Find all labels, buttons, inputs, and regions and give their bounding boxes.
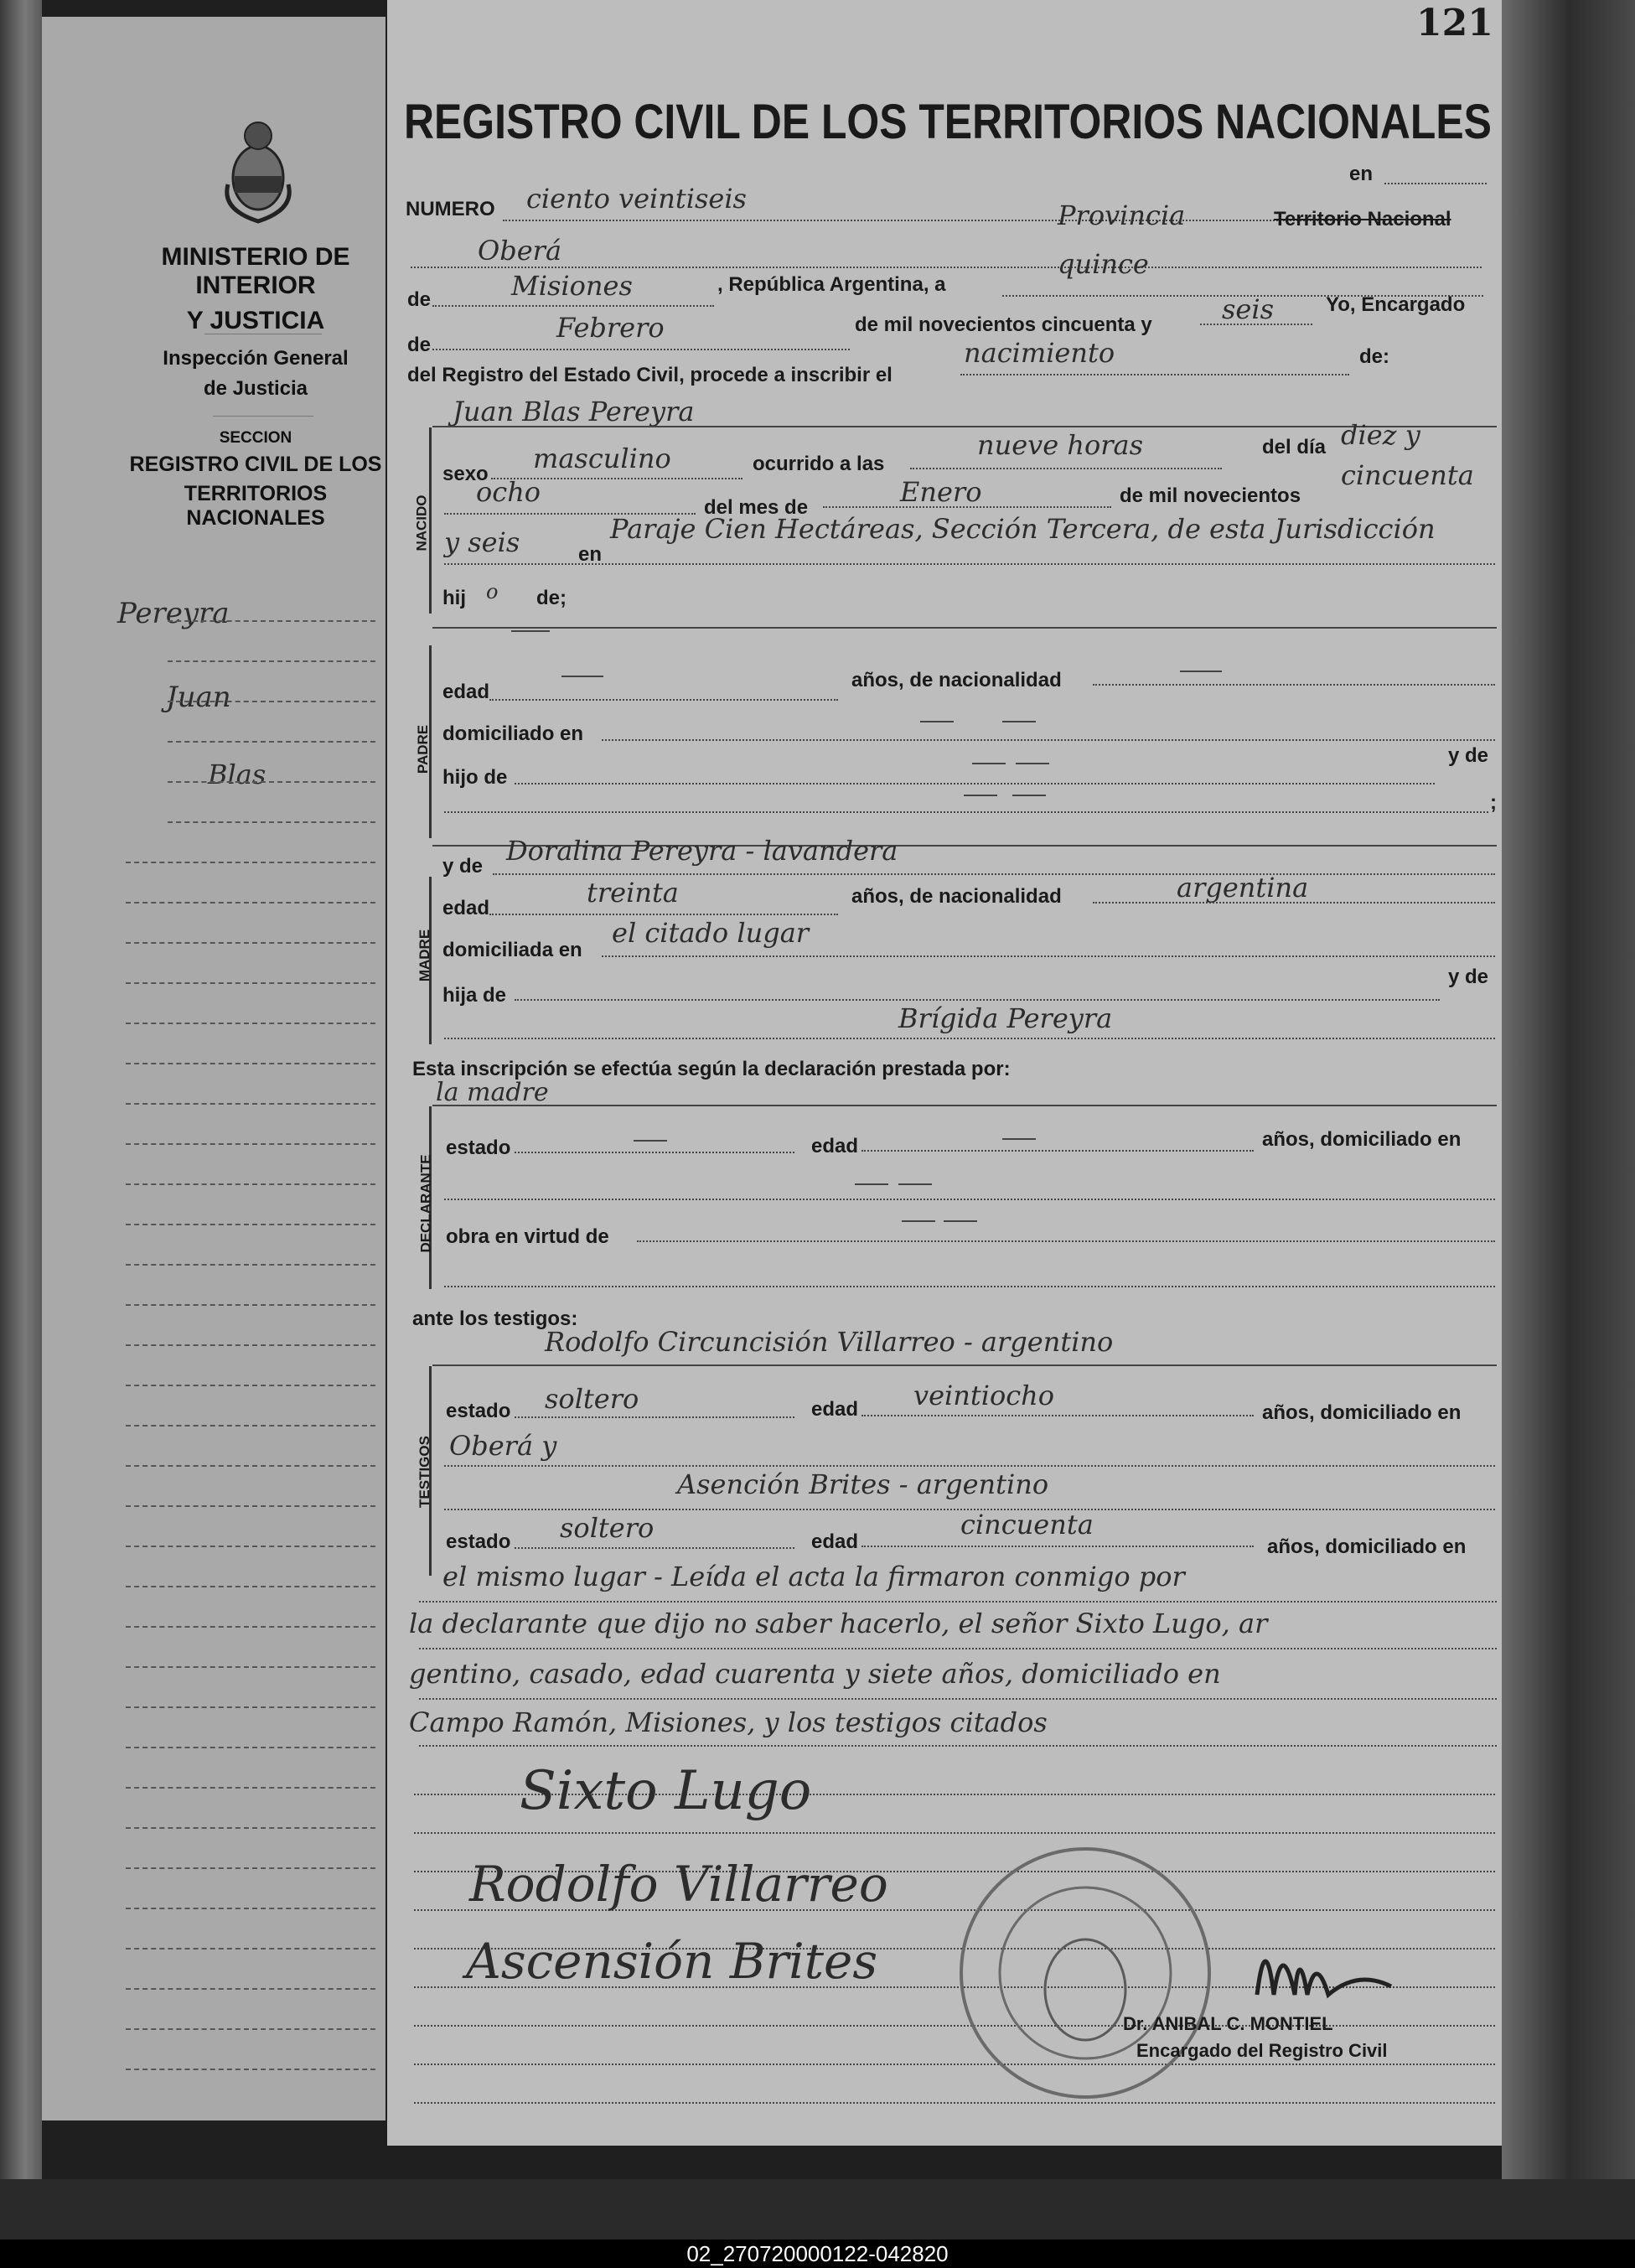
left-page-rule (126, 1344, 375, 1346)
sexo-label: sexo (442, 463, 489, 485)
divider (213, 416, 313, 417)
padre-abuela-line (444, 811, 1488, 813)
hij-value: o (486, 580, 499, 603)
mes-value: Febrero (556, 312, 665, 344)
index-second-name: Blas (208, 759, 266, 790)
dia-value: quince (1058, 248, 1149, 280)
madre-hija-label: hija de (442, 984, 507, 1007)
declarante-edad-line (861, 1150, 1254, 1152)
t1-estado-value: soltero (545, 1383, 639, 1415)
section-line-1: SECCION (219, 429, 292, 447)
declarante-anios-label: años, domiciliado en (1262, 1128, 1462, 1151)
t1-edad-value: veintiocho (913, 1380, 1055, 1411)
right-page-edge (1502, 0, 1635, 2179)
de-colon-label: de: (1359, 345, 1389, 368)
final-rule-2 (419, 1648, 1497, 1649)
anio-value: seis (1222, 293, 1275, 325)
declarante-edad-label: edad (811, 1135, 859, 1157)
provincia-line (432, 305, 714, 307)
left-page-rule (126, 982, 375, 984)
t1-estado-line (515, 1416, 794, 1418)
signature-rodolfo-villarreo: Rodolfo Villarreo (469, 1856, 888, 1913)
left-page-rule (126, 1304, 375, 1306)
t1-edad-label: edad (811, 1398, 859, 1421)
left-page-rule (126, 942, 375, 944)
obra-label: obra en virtud de (446, 1225, 609, 1248)
semicolon: ; (1490, 791, 1497, 814)
left-page-rule (126, 1787, 375, 1789)
de-semicolon-label: de; (536, 587, 567, 609)
left-page-rule (126, 1264, 375, 1266)
left-page-rule (126, 862, 375, 863)
left-page-rule (126, 1706, 375, 1708)
numero-line (503, 220, 1345, 221)
testigo2-value: Asención Brites - argentino (677, 1468, 1049, 1500)
left-page-rule (168, 701, 375, 702)
image-caption: 02_270720000122-042820 (0, 2240, 1635, 2268)
ministry-line-2: Y JUSTICIA (186, 307, 325, 334)
nombre-value: Juan Blas Pereyra (453, 396, 695, 427)
dash (511, 630, 550, 632)
t1-dom-line (444, 1465, 1495, 1467)
t2-estado-line (515, 1547, 794, 1549)
index-first-name: Juan (166, 681, 231, 714)
left-page-rule (126, 1023, 375, 1024)
del-mes-label: del mes de (704, 496, 809, 519)
left-page-rule (168, 660, 375, 662)
left-page-rule (126, 1385, 375, 1386)
argentine-coat-of-arms-icon (216, 117, 300, 226)
madre-edad-line (489, 914, 838, 915)
index-surname: Pereyra (117, 597, 230, 630)
padre-y-de-label: y de (1448, 744, 1489, 767)
final-rule-1 (419, 1601, 1497, 1603)
dash (1180, 671, 1222, 672)
numero-label: NUMERO (406, 198, 495, 220)
mes-nac-value: Enero (900, 476, 982, 508)
left-page-rule (126, 1747, 375, 1748)
territorio-label: Territorio Nacional (1274, 208, 1451, 230)
de-label: de (407, 288, 432, 311)
final-line-2: la declarante que dijo no saber hacerlo, el señor Sixto Lugo, ar (409, 1608, 1268, 1639)
left-page-rule (168, 620, 375, 622)
madre-nac-value: argentina (1177, 872, 1309, 904)
dash (898, 1183, 932, 1185)
madre-edad-value: treinta (587, 877, 679, 909)
madre-anios-label: años, de nacionalidad (851, 885, 1062, 908)
left-page-rule (126, 2028, 375, 2030)
left-page-rule (126, 1183, 375, 1185)
madre-label: MADRE (417, 929, 433, 982)
left-page-rule (126, 1103, 375, 1105)
dash (972, 763, 1006, 764)
dash (964, 795, 997, 796)
t2-edad-line (861, 1546, 1254, 1547)
del-registro-label: del Registro del Estado Civil, procede a inscribir el (407, 364, 893, 386)
signature-ascension-brites: Ascensión Brites (466, 1933, 878, 1990)
madre-nombre-line (493, 873, 1495, 875)
left-page-rule (168, 741, 375, 743)
dash (902, 1220, 935, 1222)
dash (1002, 1138, 1036, 1140)
padre-edad-label: edad (442, 681, 490, 703)
t1-dom-value: Oberá y (449, 1430, 557, 1462)
left-page-rule (126, 1626, 375, 1628)
mes-line (432, 349, 850, 350)
section-line-3: TERRITORIOS NACIONALES (184, 482, 328, 530)
yo-label: Yo, Encargado (1326, 293, 1466, 316)
lugar-line (411, 267, 1482, 268)
en-line (1384, 183, 1487, 184)
hora-line (910, 468, 1222, 469)
t2-estado-label: estado (446, 1530, 511, 1553)
final-line-4: Campo Ramón, Misiones, y los testigos citados (409, 1706, 1048, 1738)
de-mil-nov-label: de mil novecientos (1120, 484, 1301, 507)
t2-anios-label: años, domiciliado en (1267, 1535, 1467, 1558)
left-page-rule (168, 821, 375, 823)
declarante-dom-line (444, 1199, 1495, 1200)
declarante-estado-label: estado (446, 1137, 511, 1159)
acto-line (960, 374, 1349, 375)
bottom-background (0, 2179, 1635, 2240)
official-title: Encargado del Registro Civil (1136, 2040, 1388, 2061)
madre-dom-label: domiciliada en (442, 939, 582, 961)
left-page-rule (126, 1063, 375, 1064)
provincia-nombre-value: Misiones (511, 270, 633, 302)
ocurrido-label: ocurrido a las (753, 453, 885, 475)
inspection-line-1: Inspección General (163, 347, 349, 370)
left-page-rule (126, 1465, 375, 1467)
t1-anios-label: años, domiciliado en (1262, 1401, 1462, 1424)
document-title: REGISTRO CIVIL DE LOS TERRITORIOS NACIONALES (404, 95, 1492, 149)
numero-value: ciento veintiseis (526, 183, 747, 215)
de-label-2: de (407, 334, 432, 356)
t1-edad-line (861, 1415, 1254, 1416)
t1-estado-label: estado (446, 1400, 511, 1422)
anio-line (1200, 324, 1312, 325)
ante-label: ante los testigos: (412, 1307, 578, 1330)
left-page-rule (126, 1666, 375, 1668)
dash (944, 1220, 977, 1222)
signature-sixto-lugo: Sixto Lugo (520, 1760, 812, 1822)
efectua-label: Esta inscripción se efectúa según la declaración prestada por: (412, 1058, 1011, 1080)
left-page-rule (126, 1867, 375, 1869)
left-page-rule (126, 1988, 375, 1990)
hora-value: nueve horas (977, 429, 1144, 461)
padre-hijo-line (515, 783, 1435, 784)
madre-y-de-label-2: y de (1448, 966, 1489, 988)
t2-edad-value: cincuenta (960, 1509, 1094, 1540)
obra-line-2 (444, 1286, 1495, 1287)
testigo1-value: Rodolfo Circuncisión Villarreo - argentino (545, 1326, 1114, 1358)
madre-nombre-value: Doralina Pereyra - lavandera (506, 835, 898, 867)
del-dia-label: del día (1262, 436, 1327, 458)
lugar-value: Oberá (478, 235, 562, 267)
sexo-value: masculino (533, 443, 671, 474)
left-page-rule (126, 902, 375, 904)
padre-edad-line (489, 699, 838, 701)
dash (855, 1183, 888, 1185)
left-page-rule (126, 1546, 375, 1547)
final-line-1: el mismo lugar - Leída el acta la firmaron conmigo por (442, 1561, 1185, 1592)
final-rule-3 (419, 1698, 1497, 1700)
section-line-2: REGISTRO CIVIL DE LOS (129, 453, 382, 476)
official-signature (1249, 1919, 1416, 2012)
t2-estado-value: soltero (560, 1512, 655, 1544)
hij-label: hij (442, 587, 466, 609)
anio-nac-value-1: cincuenta (1341, 459, 1474, 491)
final-rule-4 (419, 1745, 1497, 1747)
testigos-label: TESTIGOS (416, 1436, 432, 1508)
madre-y-de-label: y de (442, 855, 484, 878)
en-label-2: en (578, 543, 603, 566)
abuela-value: Brígida Pereyra (898, 1002, 1113, 1034)
de-mil-label: de mil novecientos cincuenta y (855, 313, 1152, 336)
abuela-line (444, 1038, 1495, 1039)
declarante-top-line (432, 1105, 1497, 1106)
ministry-line-1: MINISTERIO DE INTERIOR (161, 243, 350, 299)
nacido-label: NACIDO (413, 495, 430, 551)
left-page-rule (126, 1827, 375, 1829)
testigos-top-line (432, 1364, 1497, 1366)
page-number: 121 (1416, 2, 1493, 44)
left-page-rule (168, 781, 375, 783)
section-title (117, 429, 394, 531)
mes-nac-line (823, 506, 1111, 508)
lugar-nac-line (444, 563, 1495, 565)
lugar-nac-value: Paraje Cien Hectáreas, Sección Tercera, de esta Jurisdicción (610, 513, 1436, 545)
madre-dom-line (602, 955, 1495, 957)
final-line-3: gentino, casado, edad cuarenta y siete años, domiciliado en (409, 1658, 1221, 1690)
republica-label: , República Argentina, a (717, 273, 946, 296)
left-page-rule (126, 1425, 375, 1427)
inspection-title (117, 347, 394, 401)
madre-nac-line (1093, 902, 1495, 904)
left-page-rule (126, 1505, 375, 1507)
declarante-label: DECLARANTE (417, 1154, 434, 1253)
madre-hija-line (515, 999, 1440, 1001)
left-page-rule (126, 1586, 375, 1587)
inspection-line-2: de Justicia (203, 377, 308, 400)
madre-dom-value: el citado lugar (612, 917, 810, 949)
signature-rule (414, 1832, 1495, 1834)
dash (634, 1140, 667, 1142)
left-page-rule (126, 1224, 375, 1225)
anio-nac-value-2: y seis (444, 526, 520, 558)
dia-nac-value-2: ocho (476, 476, 541, 508)
dash (1016, 763, 1049, 764)
ministry-title (117, 243, 394, 335)
padre-dom-line (602, 739, 1495, 741)
t2-edad-label: edad (811, 1530, 859, 1553)
padre-top-line (432, 627, 1497, 629)
dia-nac-value-1: diez y (1341, 419, 1420, 451)
official-seal-stamp (939, 1839, 1232, 2107)
dash (561, 676, 603, 677)
provincia-value: Provincia (1058, 199, 1186, 231)
dash (1012, 795, 1046, 796)
en-label: en (1349, 163, 1374, 185)
declarante-estado-line (515, 1152, 794, 1153)
dash (1002, 721, 1036, 722)
madre-edad-label: edad (442, 897, 490, 919)
padre-dom-label: domiciliado en (442, 722, 584, 745)
left-page-rule (126, 1143, 375, 1145)
padre-nac-line (1093, 684, 1495, 686)
left-page-rule (126, 2069, 375, 2070)
padre-label: PADRE (415, 724, 432, 774)
padre-hijo-label: hijo de (442, 766, 508, 789)
acto-value: nacimiento (964, 337, 1115, 369)
declarante-value: la madre (436, 1078, 549, 1107)
book-edge (0, 0, 42, 2179)
left-page-rule (126, 1908, 375, 1909)
dash (920, 721, 954, 722)
official-name: Dr. ANIBAL C. MONTIEL (1123, 2013, 1333, 2034)
padre-anios-label: años, de nacionalidad (851, 669, 1062, 691)
nombre-line (432, 426, 1497, 427)
obra-line (637, 1240, 1495, 1242)
left-page-rule (126, 1948, 375, 1950)
